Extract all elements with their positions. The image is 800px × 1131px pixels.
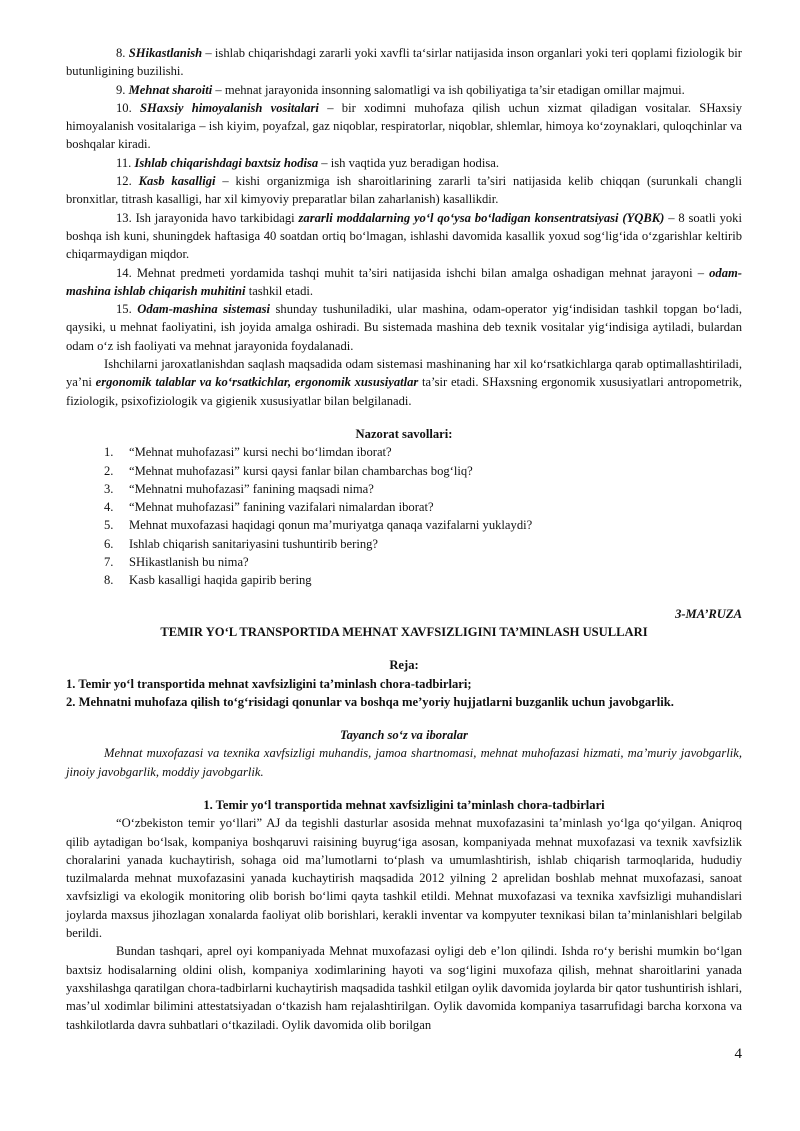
definition-11: 11. Ishlab chiqarishdagi baxtsiz hodisa – ish vaqtida yuz beradigan hodisa.	[116, 155, 499, 170]
list-item: 6. Ishlab chiqarish sanitariyasini tushuntirib bering?	[104, 536, 379, 551]
term: Odam-mashina sistemasi	[137, 302, 271, 317]
plan-item: 2. Mehnatni muhofaza qilish to‘g‘risidagi qonunlar va boshqa me’yoriy hujjatlarni buzganlik uchun javobgarlik.	[66, 694, 674, 709]
plan-title: Reja:	[389, 658, 419, 673]
term: odam-mashina ishlab chiqarish muhitini	[66, 265, 742, 298]
term: SHaxsiy himoyalanish vositalari	[140, 100, 319, 115]
list-item: 3. “Mehnatni muhofazasi” fanining maqsadi nima?	[104, 481, 374, 496]
term: zararli moddalarning yo‘l qo‘ysa bo‘ladigan konsentratsiyasi (YQBK)	[298, 210, 665, 225]
keywords-title: Tayanch so‘z va iboralar	[340, 728, 468, 743]
definition-9: 9. Mehnat sharoiti – mehnat jarayonida insonning salomatligi va ish qobiliyatiga ta’sir etadigan omillar majmui.	[116, 82, 685, 97]
questions-list	[66, 443, 742, 589]
plan-list	[66, 675, 742, 712]
page-number: 4	[734, 1046, 742, 1062]
plan-item: 1. Temir yo‘l transportida mehnat xavfsizligini ta’minlash chora-tadbirlari;	[66, 676, 472, 691]
definition-13: 13. Ish jarayonida havo tarkibidagi zararli moddalarning yo‘l qo‘ysa bo‘ladigan konsentratsiyasi (YQBK) – 8 soatli yoki boshqa ish kuni, shuningdek haftasiga 40 soatdan ortiq bo‘lmagan, ishlashi davomida kasallik yoxud sog‘lig‘ida o‘zgarishlar keltirib chiqarmaydigan miqdor.	[66, 210, 742, 262]
definition-12: 12. Kasb kasalligi – kishi organizmiga ish sharoitlarining zararli ta’siri natijasida kelib chiqqan (surunkali changli bronxitlar, titrash kasalligi, har xil kimyoviy preparatlar bilan zaharlanish) kasallikdir.	[66, 174, 742, 207]
term: Ishlab chiqarishdagi baxtsiz hodisa	[134, 155, 319, 170]
questions-title: Nazorat savollari:	[355, 426, 453, 441]
lecture-title: TEMIR YO‘L TRANSPORTIDA MEHNAT XAVFSIZLIGINI TA’MINLASH USULLARI	[160, 624, 648, 639]
list-item: 1. “Mehnat muhofazasi” kursi nechi bo‘limdan iborat?	[104, 445, 392, 460]
definition-15: 15. Odam-mashina sistemasi shunday tushuniladiki, ular mashina, odam-operator yig‘indisidan tashkil topgan bo‘ladi, qaysiki, u mehnat faoliyatini, ish joyida amalga oshiradi. Bu sistemada mashina deb texnik vositalar yig‘indisiga aytiladi, bulardan odam o‘z ish faoliyati va mehnat jarayonida foydalanadi.	[66, 302, 743, 353]
definition-8: 8. SHikastlanish – ishlab chiqarishdagi zararli yoki xavfli ta‘sirlar natijasida inson organlari yoki teri qoplami fiziologik bir butunligining buzilishi.	[66, 46, 742, 79]
list-item: 4. “Mehnat muhofazasi” fanining vazifalari nimalardan iborat?	[104, 500, 434, 515]
term: Kasb kasalligi	[138, 174, 216, 189]
lecture-label: 3-MA’RUZA	[675, 606, 742, 621]
list-item: 2. “Mehnat muhofazasi” kursi qaysi fanlar bilan chambarchas bog‘liq?	[104, 463, 473, 478]
keywords-text: Mehnat muxofazasi va texnika xavfsizligi muhandis, jamoa shartnomasi, mehnat muhofazasi hizmati, ma’muriy javobgarlik, jinoiy javobgarlik, moddiy javobgarlik.	[66, 746, 742, 779]
list-item: 7. SHikastlanish bu nima?	[104, 555, 249, 570]
list-item: 5. Mehnat muxofazasi haqidagi qonun ma’muriyatga qanaqa vazifalarni yuklaydi?	[104, 518, 533, 533]
term: ergonomik talablar va ko‘rsatkichlar, ergonomik xususiyatlar	[95, 375, 419, 390]
list-item: 8. Kasb kasalligi haqida gapirib bering	[104, 573, 312, 588]
term: Mehnat sharoiti	[128, 82, 213, 97]
section-paragraph: Bundan tashqari, aprel oyi kompaniyada Mehnat muxofazasi oyligi deb e’lon qilindi. Ishda ro‘y berishi mumkin bo‘lgan baxtsiz hodisalarning oldini olish, kompaniya xodimlarining hayoti va sog‘ligini muxofaza qilish, mehnat sharoitlarini yanada yaxshilashga qaratilgan chora-tadbirlarni kuchaytirish maqsadida tashkil etilgan oylik davomida joylarda bir qator tushuntirish ishlari, mas’ul xodimlar bilimini attestatsiyadan o‘tkazish ham rejalashtirilgan. Oylik davomida kompaniya tasarrufidagi barcha korxona va tashkilotlarda davra suhbatlari o‘tkaziladi. Oylik davomida olib borilgan	[66, 944, 742, 1032]
section-paragraph: “O‘zbekiston temir yo‘llari” AJ da tegishli dasturlar asosida mehnat muxofazasini ta’minlash yo‘lga qo‘yilgan. Aniqroq qilib aytadigan bo‘lsak, kompaniya boshqaruvi raisining buyrug‘iga asosan, kompaniyada mehnat muxofazasi va texnik xavfsizlik choralarini yanada kuchaytirish, sohaga oid ma’lumotlarni to‘plash va umumlashtirish, ishlab chiqarish tarmoqlarida, hududiy tuzilmalarda mehnat muxofazasini yanada kuchaytirish maqsadida 2012 yilning 2 aprelidan boshlab mehnat muxofazasi, sanoat xavfsizligi va ekologik monitoring olib borish bo‘limi qayta tashkil etildi. Mehnat muxofazasi va texnika xavfsizligi muhandislari joylarda maxsus jihozlagan xonalarda faoliyat olib borishlari, kerakli inventar va kompyuter texnikasi bilan ta’minlanishlari belgilab berildi.	[66, 816, 742, 941]
ergonomics-paragraph: Ishchilarni jaroxatlanishdan saqlash maqsadida odam sistemasi mashinaning har xil ko‘rsatkichlarga qarab optimallashtiriladi, ya’ni ergonomik talablar va ko‘rsatkichlar, ergonomik xususiyatlar ta’sir etadi. SHaxsning ergonomik xususiyatlari antropometrik, fiziologik, psixofiziologik va gigienik xususiyatlar bilan belgilanadi.	[66, 357, 742, 408]
definition-14: 14. Mehnat predmeti yordamida tashqi muhit ta’siri natijasida ishchi bilan amalga oshadigan mehnat jarayoni – odam-mashina ishlab chiqarish muhitini tashkil etadi.	[66, 265, 742, 298]
term: SHikastlanish	[128, 46, 203, 60]
section-title: 1. Temir yo‘l transportida mehnat xavfsizligini ta’minlash chora-tadbirlari	[203, 797, 605, 812]
definition-10: 10. SHaxsiy himoyalanish vositalari – bir xodimni muhofaza qilish uchun xizmat qiladigan vositalar. SHaxsiy himoyalanish vositalariga – ish kiyim, poyafzal, gaz niqoblar, respiratorlar, niqoblar, shlemlar, himoya ko‘zoynaklari, quloqchinlar va boshqalar kiradi.	[66, 100, 742, 152]
